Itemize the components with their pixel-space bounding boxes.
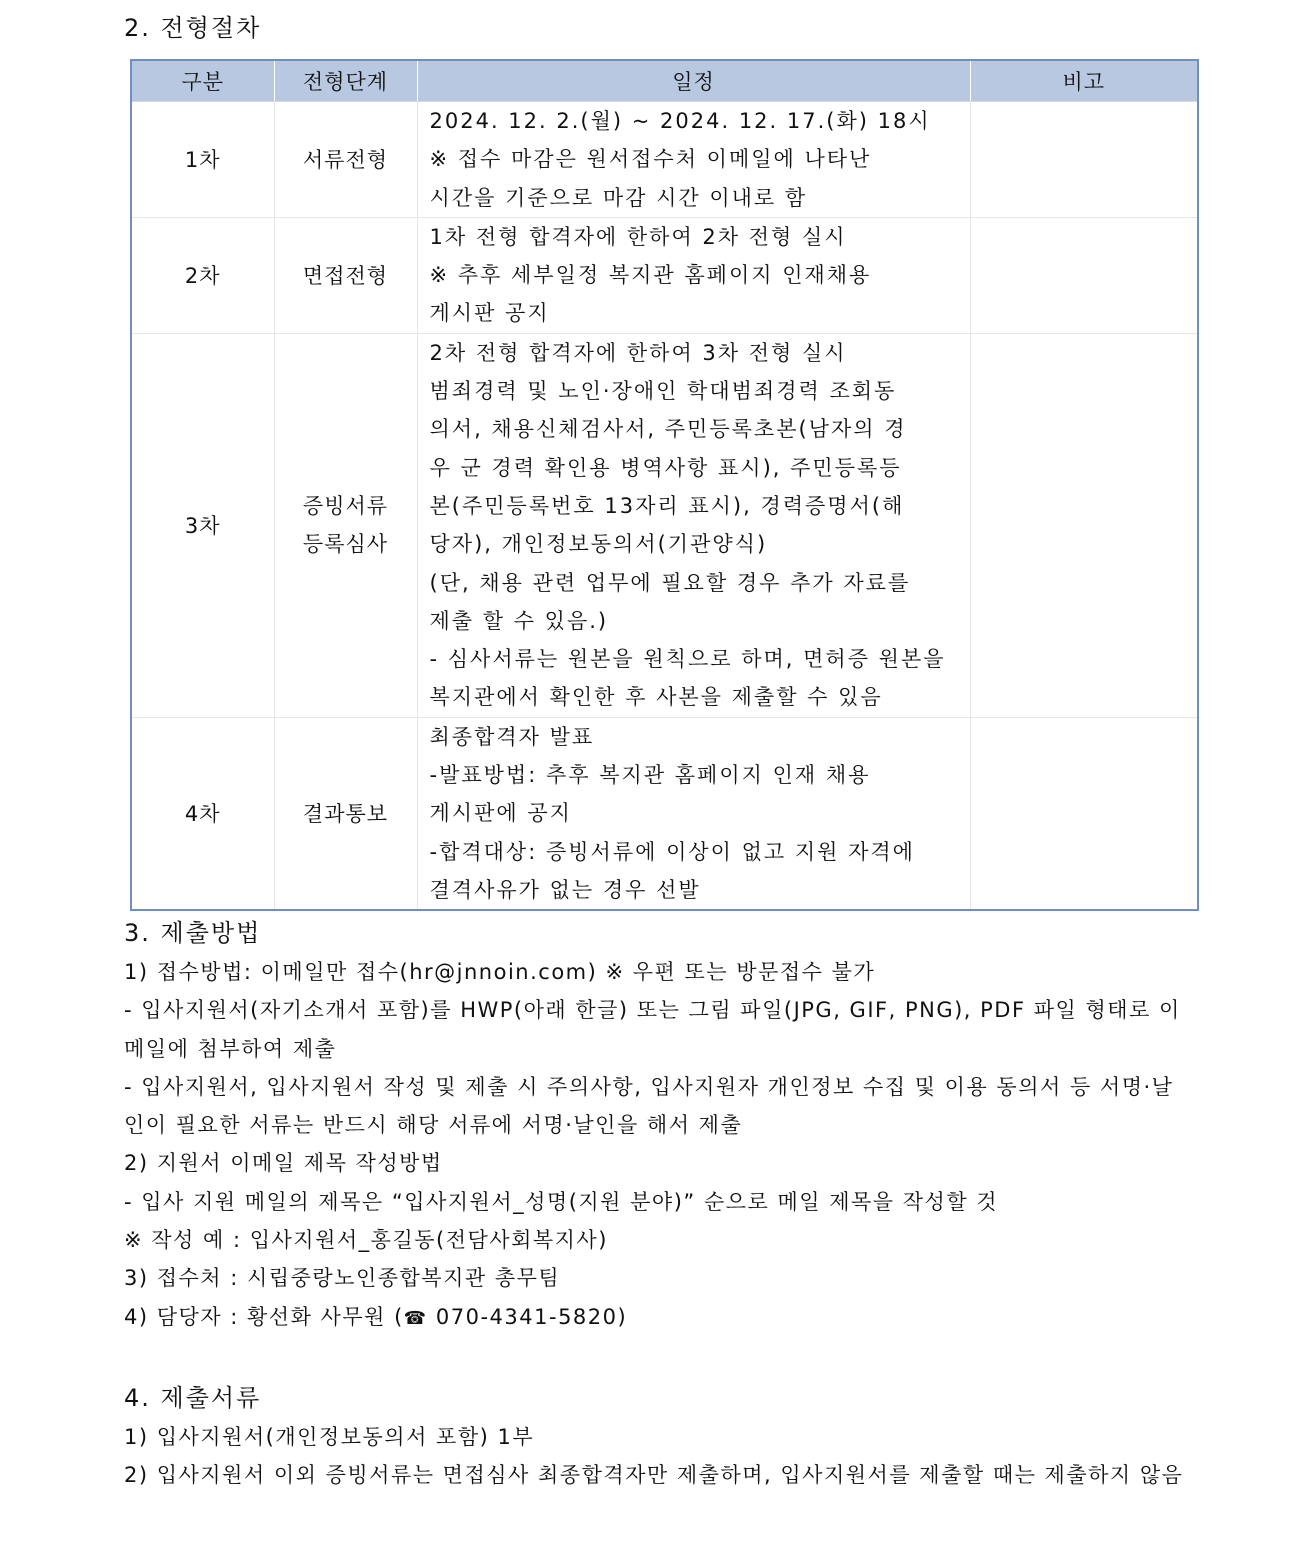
stage-cell [274,333,417,717]
stage-cell [274,717,417,910]
section-2-heading: 2. 전형절차 [124,14,262,42]
schedule-line: 당자), 개인정보동의서(기관양식) [429,532,768,557]
schedule-line: ※ 접수 마감은 원서접수처 이메일에 나타난 [429,147,872,172]
header-stage: 전형단계 [274,60,417,102]
schedule-cell [417,717,970,910]
stage-cell [274,102,417,218]
submission-method-body [124,953,1184,1338]
step-cell: 4차 [131,717,274,910]
section-3-heading: 3. 제출방법 [124,919,262,947]
schedule-line: -합격대상: 증빙서류에 이상이 없고 지원 자격에 [429,839,915,864]
contact-prefix: 4) 담당자 : 황선화 사무원 ( [124,1304,404,1329]
stage-line: 서류전형 [302,148,389,173]
contact-phone: 070-4341-5820) [435,1304,628,1329]
table-header-row [131,60,1198,102]
stage-line: 등록심사 [302,532,389,557]
schedule-line: 결격사유가 없는 경우 선발 [429,877,701,902]
table-row [131,102,1198,218]
stage-line: 면접전형 [302,264,389,289]
paragraph: - 입사지원서, 입사지원서 작성 및 제출 시 주의사항, 입사지원자 개인정보 수집 및 이용 동의서 등 서명·날인이 필요한 서류는 반드시 해당 서류에 서명·날인을 해서 제출 [124,1074,1174,1138]
header-category: 구분 [131,60,274,102]
schedule-line: - 심사서류는 원본을 원칙으로 하며, 면허증 원본을 [429,647,946,672]
schedule-cell [417,217,970,333]
schedule-line: 우 군 경력 확인용 병역사항 표시), 주민등록등 [429,455,902,480]
schedule-line: 최종합격자 발표 [429,724,595,749]
paragraph: 1) 접수방법: 이메일만 접수(hr@jnnoin.com) ※ 우편 또는 방문접수 불가 [124,960,876,984]
schedule-cell [417,333,970,717]
step-cell: 1차 [131,102,274,218]
remarks-cell [970,217,1198,333]
schedule-line: 2차 전형 합격자에 한하여 3차 전형 실시 [429,340,847,365]
paragraph: 1) 입사지원서(개인정보동의서 포함) 1부 [124,1425,535,1449]
remarks-cell [970,333,1198,717]
schedule-line: 2024. 12. 2.(월) ~ 2024. 12. 17.(화) 18시 [429,109,931,133]
schedule-line: 본(주민등록번호 13자리 표시), 경력증명서(해 [429,493,905,518]
schedule-line: 범죄경력 및 노인·장애인 학대범죄경력 조회동 [429,379,897,404]
paragraph: 2) 입사지원서 이외 증빙서류는 면접심사 최종합격자만 제출하며, 입사지원서를 제출할 때는 제출하지 않음 [124,1463,1184,1488]
schedule-line: 의서, 채용신체검사서, 주민등록초본(남자의 경 [429,417,907,442]
schedule-line: -발표방법: 추후 복지관 홈페이지 인재 채용 [429,763,871,788]
schedule-line: 복지관에서 확인한 후 사본을 제출할 수 있음 [429,685,883,710]
step-cell: 2차 [131,217,274,333]
section-4-heading: 4. 제출서류 [124,1384,262,1412]
paragraph: - 입사지원서(자기소개서 포함)를 HWP(아래 한글) 또는 그림 파일(JPG, GIF, PNG), PDF 파일 형태로 이메일에 첨부하여 제출 [124,998,1181,1061]
stage-line: 증빙서류 [302,494,389,519]
schedule-cell [417,102,970,218]
header-remarks: 비고 [970,60,1198,102]
stage-cell [274,217,417,333]
required-documents-body [124,1418,1184,1495]
header-schedule: 일정 [417,60,970,102]
telephone-icon: ☎ [403,1307,428,1329]
selection-procedure-table [130,59,1199,911]
table-row [131,217,1198,333]
schedule-line: 1차 전형 합격자에 한하여 2차 전형 실시 [429,224,847,249]
schedule-line: 게시판 공지 [429,301,550,326]
paragraph: - 입사 지원 메일의 제목은 “입사지원서_성명(지원 분야)” 순으로 메일 제목을 작성할 것 [124,1189,999,1214]
paragraph: ※ 작성 예 : 입사지원서_홍길동(전담사회복지사) [124,1228,608,1253]
paragraph: 2) 지원서 이메일 제목 작성방법 [124,1151,443,1176]
schedule-line: (단, 채용 관련 업무에 필요할 경우 추가 자료를 [429,570,911,595]
contact-paragraph [124,1298,1184,1338]
schedule-line: 시간을 기준으로 마감 시간 이내로 함 [429,185,808,210]
schedule-line: 제출 할 수 있음.) [429,608,609,633]
schedule-line: 게시판에 공지 [429,801,572,826]
table-row [131,333,1198,717]
paragraph: 3) 접수처 : 시립중랑노인종합복지관 총무팀 [124,1266,561,1291]
step-cell: 3차 [131,333,274,717]
remarks-cell [970,717,1198,910]
schedule-line: ※ 추후 세부일정 복지관 홈페이지 인재채용 [429,263,872,288]
table-row [131,717,1198,910]
remarks-cell [970,102,1198,218]
stage-line: 결과통보 [302,802,389,827]
